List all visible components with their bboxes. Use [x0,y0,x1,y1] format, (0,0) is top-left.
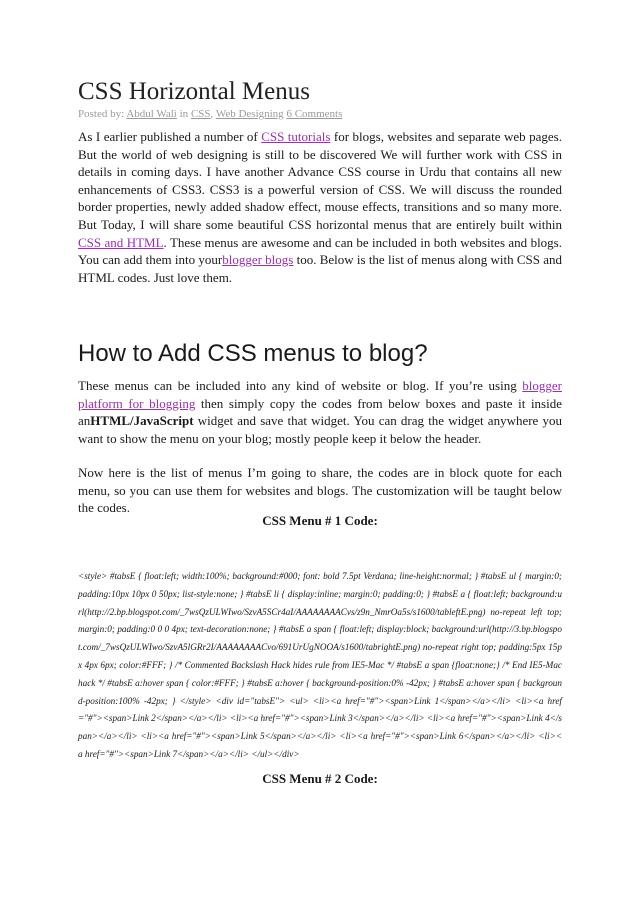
comments-link[interactable]: 6 Comments [286,108,343,120]
intro-text-3: . These menus are awesome and can be included in both websites and blogs. You can add them into your [78,234,562,268]
css-and-html-link[interactable]: CSS and HTML [78,234,164,250]
section-heading: How to Add CSS menus to blog? [78,340,428,367]
posted-by-label: Posted by: [78,108,125,120]
howto-text-1: These menus can be included into any kind of website or blog. If you’re using [78,378,523,393]
intro-text-4: too. Below is the list of menus along with CSS and HTML codes. Just love them. [78,252,563,285]
blogger-blogs-link[interactable]: blogger blogs [222,252,294,268]
intro-paragraph [78,128,562,286]
author-link[interactable]: Abdul Wali [126,108,177,120]
css-tutorials-link[interactable]: CSS tutorials [261,129,331,144]
code2-heading: CSS Menu # 2 Code: [262,771,378,786]
howto-text-2: then simply copy the codes from below boxes and paste it inside an [78,395,562,429]
page-title: CSS Horizontal Menus [78,78,310,105]
intro-text-1: As I earlier published a number of [78,129,262,144]
html-javascript-bold: HTML/JavaScript [90,413,194,429]
list-intro-paragraph: Now here is the list of menus I’m going to share, the codes are in block quote for each menu, so you can use them for websites and blogs. The customization will be taught below the codes. [78,465,562,516]
code1-block: <style> #tabsE { float:left; width:100%; background:#000; font: bold 7.5pt Verdana; line-height:normal; } #tabsE ul { margin:0; padding:10px 10px 0 50px; list-style:none; } #tabsE li { display:inline; margin:0; padding:0; } #tabsE a { float:left; background:url(http://2.bp.blogspot.com/_7wsQzULWIwo/SzvA5SCr4aI/AAAAAAAACvs/z9n_NmrOa5s/s1600/tableftE.png) no-repeat left top; margin:0; padding:0 0 0 4px; text-decoration:none; } #tabsE a span { float:left; display:block; background:url(http://3.bp.blogspot.com/_7wsQzULWIwo/SzvA5lGRr2I/AAAAAAAACvo/691UrUgNOOA/s1600/tabrightE.png) no-repeat right top; padding:5px 15px 4px 6px; color:#FFF; } /* Commented Backslash Hack hides rule from IE5-Mac */ #tabsE a span {float:none;} /* End IE5-Mac hack */ #tabsE a:hover span { color:#FFF; } #tabsE a:hover { background-position:0% -42px; } #tabsE a:hover span { background-position:100% -42px; } </style> <div id="tabsE"> <ul> <li><a href="#"><span>Link 1</span></a></li> <li><a href="#"><span>Link 2</span></a></li> <li><a href="#"><span>Link 3</span></a></li> <li><a href="#"><span>Link 4</span></a></li> <li><a href="#"><span>Link 5</span></a></li> <li><a href="#"><span>Link 6</span></a></li> <li><a href="#"><span>Link 7</span></a></li> </ul></div> [78,571,562,759]
howto-paragraph [78,377,562,447]
category-link-web-designing[interactable]: Web Designing [215,108,284,120]
comma: , [210,108,214,120]
blogger-platform-link[interactable]: blogger platform for blogging [78,378,562,411]
in-label: in [179,108,189,120]
intro-text-2: for blogs, websites and separate web pages. But the world of web designing is still to be discovered We will further work with CSS in details in coming days. I have another Advance CSS course in Urdu that contains all new enhancements of CSS3. CSS3 is a powerful version of CSS. We will discuss the rounded border properties, newly added shadow effect, mouse effects, transitions and so many more. But Today, I will share some beautiful CSS horizontal menus that are entirely built within [78,129,562,232]
post-meta [78,108,342,120]
code1-heading: CSS Menu # 1 Code: [262,513,378,528]
howto-text-3: widget and save that widget. You can drag the widget anywhere you want to show the menu on your blog; mostly people keep it below the header. [78,413,562,446]
category-link-css[interactable]: CSS [190,108,211,120]
